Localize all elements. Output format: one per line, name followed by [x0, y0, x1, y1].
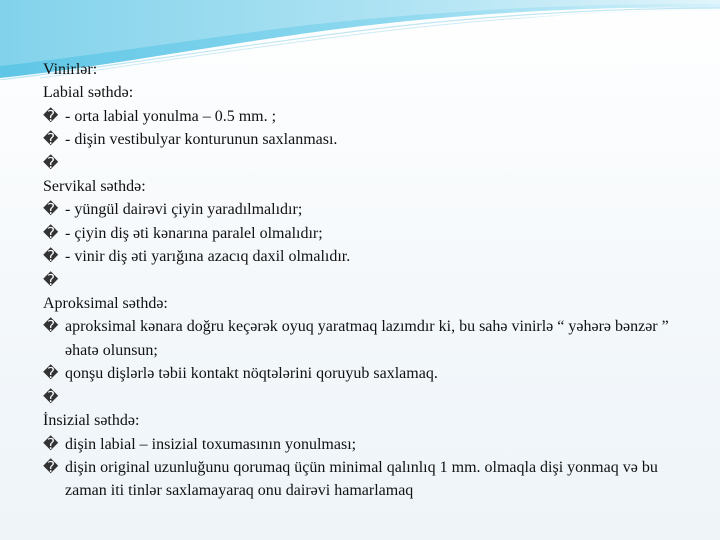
list-item — [43, 386, 703, 409]
bullet-icon: � — [43, 247, 59, 266]
bullet-icon: � — [43, 106, 59, 125]
list-item: � aproksimal kənara doğru keçərək oyuq yaratmaq lazımdır ki, bu sahə vinirlə “ yəhərə bənzər ” əhatə olunsun; — [43, 317, 669, 359]
section-heading-labial: Labial səthdə: — [43, 84, 134, 102]
section-heading-vinirler: Vinirlər: — [43, 61, 98, 78]
list-item — [43, 269, 703, 292]
list-item — [43, 152, 703, 175]
bullet-icon: � — [43, 434, 59, 453]
bullet-icon: � — [43, 317, 59, 336]
list-item: � - çiyin diş əti kənarına paralel olmalıdır; — [43, 222, 703, 245]
bullet-icon: � — [43, 130, 59, 149]
bullet-icon: � — [43, 457, 59, 476]
list-item: � - orta labial yonulma – 0.5 mm. ; — [43, 105, 703, 128]
list-item: � - yüngül dairəvi çiyin yaradılmalıdır; — [43, 198, 703, 221]
slide-body — [43, 58, 703, 503]
list-item: � dişin original uzunluğunu qorumaq üçün minimal qalınlıq 1 mm. olmaqla dişi yonmaq və bu zaman iti tinlər saxlamayaraq onu dairəvi hamarlamaq — [43, 457, 658, 500]
bullet-icon: � — [43, 387, 59, 406]
list-item: � qonşu dişlərlə təbii kontakt nöqtələrini qoruyub saxlamaq. — [43, 362, 703, 385]
bullet-icon: � — [43, 270, 59, 289]
bullet-icon: � — [43, 153, 59, 172]
bullet-icon: � — [43, 364, 59, 383]
bullet-icon: � — [43, 223, 59, 242]
list-item: � - dişin vestibulyar konturunun saxlanması. — [43, 128, 703, 151]
list-item: � dişin labial – insizial toxumasının yonulması; — [43, 433, 703, 456]
bullet-icon: � — [43, 200, 59, 219]
section-heading-servikal: Servikal səthdə: — [43, 178, 146, 196]
section-heading-aproksimal: Aproksimal səthdə: — [43, 295, 168, 313]
section-heading-insizial: İnsizial səthdə: — [43, 412, 140, 430]
list-item: � - vinir diş əti yarığına azacıq daxil olmalıdır. — [43, 245, 703, 268]
